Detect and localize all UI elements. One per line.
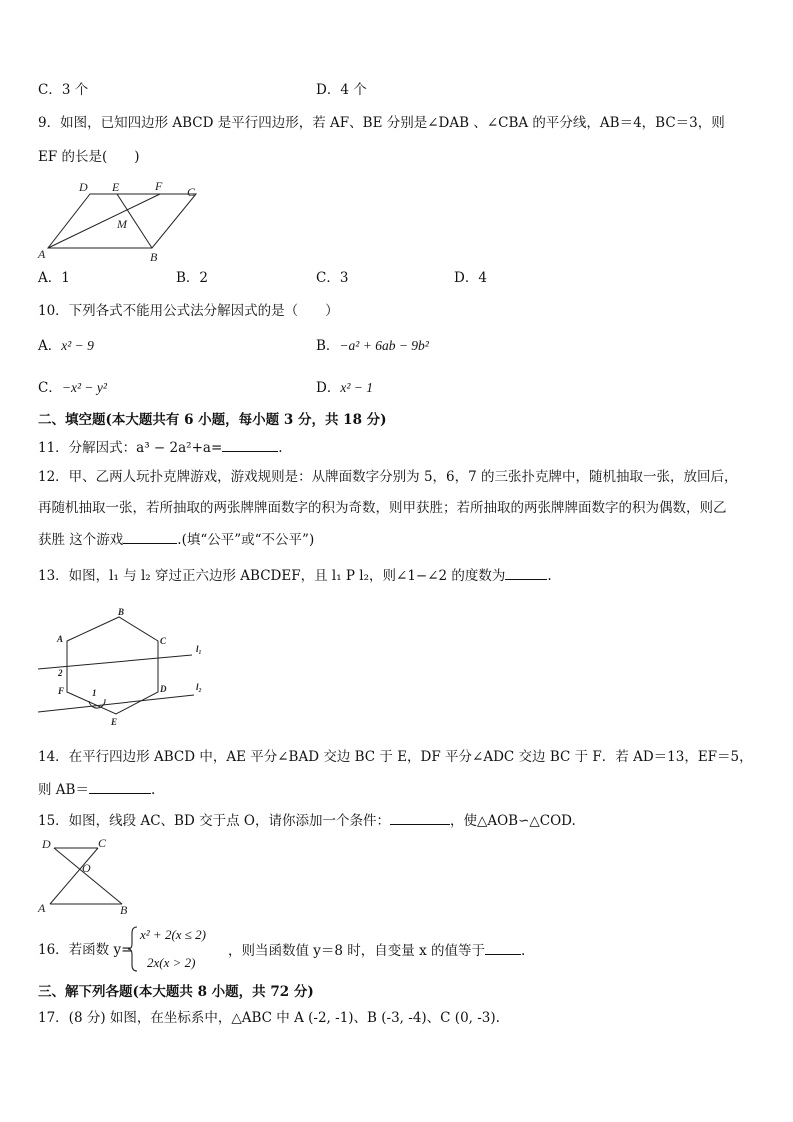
q15-label-d: D	[42, 837, 51, 851]
q16-answer-blank	[485, 940, 521, 955]
q15-label-o: O	[82, 861, 91, 875]
q13-label-a: A	[57, 634, 64, 644]
q13-answer-blank	[505, 565, 547, 580]
q16-piece1: x² + 2(x ≤ 2)	[140, 927, 207, 942]
q12-line1: 12．甲、乙两人玩扑克牌游戏，游戏规则是：从牌面数字分别为 5，6，7 的三张扑克牌中，随机抽取一张，放回后，	[38, 469, 738, 485]
q13-label-c: C	[160, 636, 167, 646]
q10-stem: 10．下列各式不能用公式法分解因式的是（ ）	[38, 303, 339, 319]
q13-label-e: E	[111, 717, 118, 727]
q13-label-d: D	[160, 684, 167, 694]
q14-line2: 则 AB＝ .	[38, 779, 155, 800]
q15-label-a: A	[38, 901, 46, 915]
q9-label-a: A	[38, 247, 46, 261]
q8-option-c: C．3 个	[38, 82, 89, 98]
q13-label-l1: l₁	[196, 644, 202, 654]
q10-option-c: C．−x² − y²	[38, 380, 107, 396]
q9-option-b: B．2	[176, 270, 209, 286]
q11-question: 11．分解因式：a³ − 2a²+a= .	[38, 437, 283, 458]
q12-answer-blank	[123, 529, 177, 544]
q12-line3: 获胜 这个游戏 .(填“公平”或“不公平”)	[38, 529, 314, 550]
q13-label-l2: l₂	[196, 682, 202, 692]
q9-stem-line1: 9．如图，已知四边形 ABCD 是平行四边形，若 AF、BE 分别是∠DAB 、∠CBA 的平分线，AB＝4，BC＝3，则	[38, 115, 725, 131]
q16-brace-icon	[127, 925, 139, 973]
q15-label-b: B	[120, 903, 128, 917]
q15-label-c: C	[98, 836, 107, 850]
q11-answer-blank	[222, 437, 278, 452]
q10-option-a: A．x² − 9	[38, 338, 94, 354]
q17-question: 17．(8 分) 如图，在坐标系中，△ABC 中 A (-2, -1)、B (-3, -4)、C (0, -3).	[38, 1010, 500, 1026]
q9-label-b: B	[150, 250, 158, 264]
q15-question: 15．如图，线段 AC、BD 交于点 O，请你添加一个条件： ，使△AOB∽△COD.	[38, 810, 576, 831]
section3-title: 三、解下列各题(本大题共 8 小题，共 72 分)	[38, 984, 314, 1000]
q9-option-c: C．3	[316, 270, 349, 286]
q16-prefix: 16．若函数 y=	[38, 942, 133, 958]
q9-label-c: C	[187, 185, 196, 199]
q16-piece2: 2x(x > 2)	[147, 955, 196, 970]
q9-option-d: D．4	[454, 270, 487, 286]
q9-label-e: E	[112, 180, 120, 194]
q13-label-f: F	[58, 686, 65, 696]
q14-line1: 14．在平行四边形 ABCD 中，AE 平分∠BAD 交边 BC 于 E，DF 平分∠ADC 交边 BC 于 F．若 AD＝13，EF＝5，	[38, 749, 753, 765]
section2-title: 二、填空题(本大题共有 6 小题，每小题 3 分，共 18 分)	[38, 412, 387, 428]
q8-option-d: D．4 个	[316, 82, 367, 98]
q9-option-a: A．1	[38, 270, 70, 286]
q9-label-d: D	[79, 180, 88, 194]
q16-suffix: ，则当函数值 y＝8 时，自变量 x 的值等于 .	[228, 940, 525, 961]
q9-parallelogram-figure	[34, 176, 214, 266]
q13-label-1: 1	[92, 688, 97, 698]
q15-crossing-segments-figure	[34, 834, 144, 918]
q14-answer-blank	[89, 779, 151, 794]
q15-answer-blank	[390, 810, 450, 825]
q12-line2: 再随机抽取一张，若所抽取的两张牌牌面数字的积为奇数，则甲获胜；若所抽取的两张牌牌面数字的积为偶数，则乙	[38, 500, 727, 516]
q10-option-d: D．x² − 1	[316, 380, 373, 396]
q13-hexagon-figure	[34, 604, 214, 728]
q9-label-m: M	[117, 217, 127, 231]
q13-question: 13．如图，l₁ 与 l₂ 穿过正六边形 ABCDEF，且 l₁ P l₂，则∠1−∠2 的度数为 .	[38, 565, 552, 586]
q10-option-b: B．−a² + 6ab − 9b²	[316, 338, 429, 354]
q9-stem-line2: EF 的长是( )	[38, 149, 140, 165]
q13-label-2: 2	[58, 668, 63, 678]
q9-label-f: F	[155, 179, 163, 193]
q13-label-b: B	[118, 607, 125, 617]
